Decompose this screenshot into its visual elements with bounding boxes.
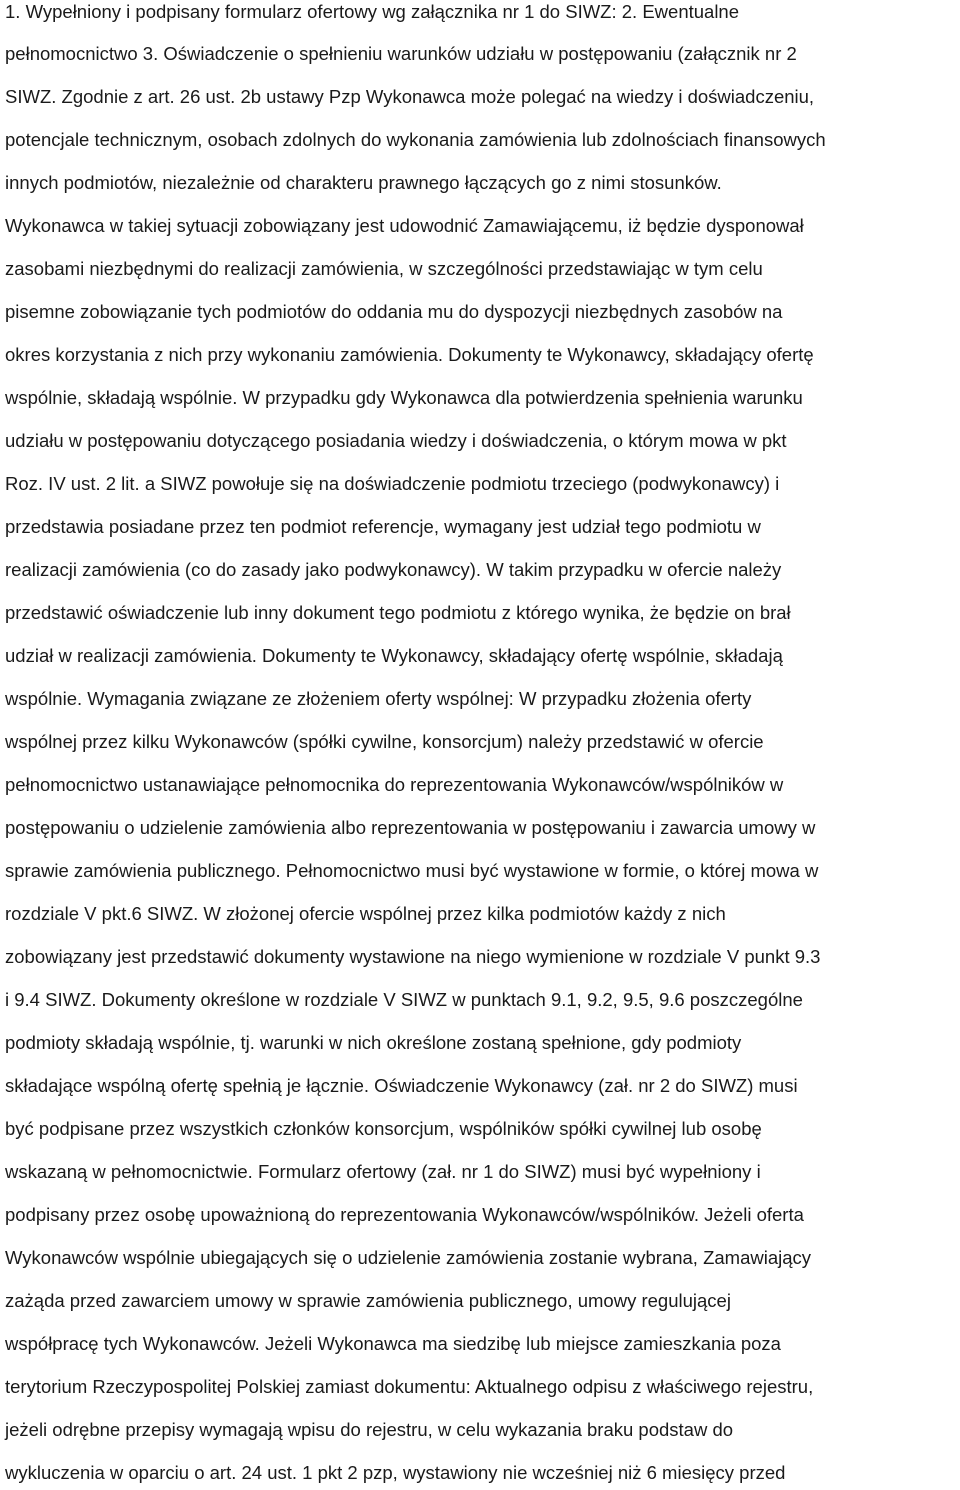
text-line: wspólnie. Wymagania związane ze złożeniem oferty wspólnej: W przypadku złożenia oferty [5, 688, 752, 709]
text-line: podmioty składają wspólnie, tj. warunki w nich określone zostaną spełnione, gdy podmioty [5, 1032, 742, 1053]
text-line: postępowaniu o udzielenie zamówienia albo reprezentowania w postępowaniu i zawarcia umowy w [5, 817, 816, 838]
text-line: pisemne zobowiązanie tych podmiotów do oddania mu do dyspozycji niezbędnych zasobów na [5, 301, 783, 322]
text-line: Wykonawca w takiej sytuacji zobowiązany jest udowodnić Zamawiającemu, iż będzie dysponował [5, 215, 804, 236]
text-line: terytorium Rzeczypospolitej Polskiej zamiast dokumentu: Aktualnego odpisu z właściwego rejestru, [5, 1376, 814, 1397]
text-line: jeżeli odrębne przepisy wymagają wpisu do rejestru, w celu wykazania braku podstaw do [5, 1419, 734, 1440]
text-line: sprawie zamówienia publicznego. Pełnomocnictwo musi być wystawione w formie, o której mowa w [5, 860, 819, 881]
text-line: podpisany przez osobę upoważnioną do reprezentowania Wykonawców/wspólników. Jeżeli oferta [5, 1204, 804, 1225]
text-line: składające wspólną ofertę spełnią je łącznie. Oświadczenie Wykonawcy (zał. nr 2 do SIWZ) musi [5, 1075, 798, 1096]
text-line: udział w realizacji zamówienia. Dokumenty te Wykonawcy, składający ofertę wspólnie, składają [5, 645, 783, 666]
text-line: zażąda przed zawarciem umowy w sprawie zamówienia publicznego, umowy regulującej [5, 1290, 731, 1311]
text-line: pełnomocnictwo 3. Oświadczenie o spełnieniu warunków udziału w postępowaniu (załącznik nr 2 [5, 43, 797, 64]
text-line: zasobami niezbędnymi do realizacji zamówienia, w szczególności przedstawiając w tym celu [5, 258, 763, 279]
text-line: udziału w postępowaniu dotyczącego posiadania wiedzy i doświadczenia, o którym mowa w pkt [5, 430, 787, 451]
text-line: innych podmiotów, niezależnie od charakteru prawnego łączących go z nimi stosunków. [5, 172, 722, 193]
text-line: przedstawić oświadczenie lub inny dokument tego podmiotu z którego wynika, że będzie on brał [5, 602, 791, 623]
text-line: Roz. IV ust. 2 lit. a SIWZ powołuje się na doświadczenie podmiotu trzeciego (podwykonawcy) i [5, 473, 780, 494]
text-line: rozdziale V pkt.6 SIWZ. W złożonej ofercie wspólnej przez kilka podmiotów każdy z nich [5, 903, 726, 924]
text-line: realizacji zamówienia (co do zasady jako podwykonawcy). W takim przypadku w ofercie należy [5, 559, 782, 580]
text-line: wykluczenia w oparciu o art. 24 ust. 1 pkt 2 pzp, wystawiony nie wcześniej niż 6 miesięcy przed [5, 1462, 786, 1483]
text-line: i 9.4 SIWZ. Dokumenty określone w rozdziale V SIWZ w punktach 9.1, 9.2, 9.5, 9.6 poszczególne [5, 989, 803, 1010]
text-line: wspólnie, składają wspólnie. W przypadku gdy Wykonawca dla potwierdzenia spełnienia warunku [5, 387, 803, 408]
text-line: zobowiązany jest przedstawić dokumenty wystawione na niego wymienione w rozdziale V punkt 9.3 [5, 946, 821, 967]
text-line: wspólnej przez kilku Wykonawców (spółki cywilne, konsorcjum) należy przedstawić w ofercie [5, 731, 764, 752]
text-line: przedstawia posiadane przez ten podmiot referencje, wymagany jest udział tego podmiotu w [5, 516, 761, 537]
text-line: Wykonawców wspólnie ubiegających się o udzielenie zamówienia zostanie wybrana, Zamawiający [5, 1247, 812, 1268]
text-line: wskazaną w pełnomocnictwie. Formularz ofertowy (zał. nr 1 do SIWZ) musi być wypełniony i [5, 1161, 761, 1182]
text-line: SIWZ. Zgodnie z art. 26 ust. 2b ustawy Pzp Wykonawca może polegać na wiedzy i doświadczeniu, [5, 86, 815, 107]
text-line: być podpisane przez wszystkich członków konsorcjum, wspólników spółki cywilnej lub osobę [5, 1118, 762, 1139]
text-line: współpracę tych Wykonawców. Jeżeli Wykonawca ma siedzibę lub miejsce zamieszkania poza [5, 1333, 781, 1354]
text-line: okres korzystania z nich przy wykonaniu zamówienia. Dokumenty te Wykonawcy, składający ofertę [5, 344, 814, 365]
text-line: 1. Wypełniony i podpisany formularz ofertowy wg załącznika nr 1 do SIWZ: 2. Ewentualne [5, 1, 740, 22]
text-line: potencjale technicznym, osobach zdolnych do wykonania zamówienia lub zdolnościach finansowych [5, 129, 826, 150]
text-line: pełnomocnictwo ustanawiające pełnomocnika do reprezentowania Wykonawców/wspólników w [5, 774, 784, 795]
